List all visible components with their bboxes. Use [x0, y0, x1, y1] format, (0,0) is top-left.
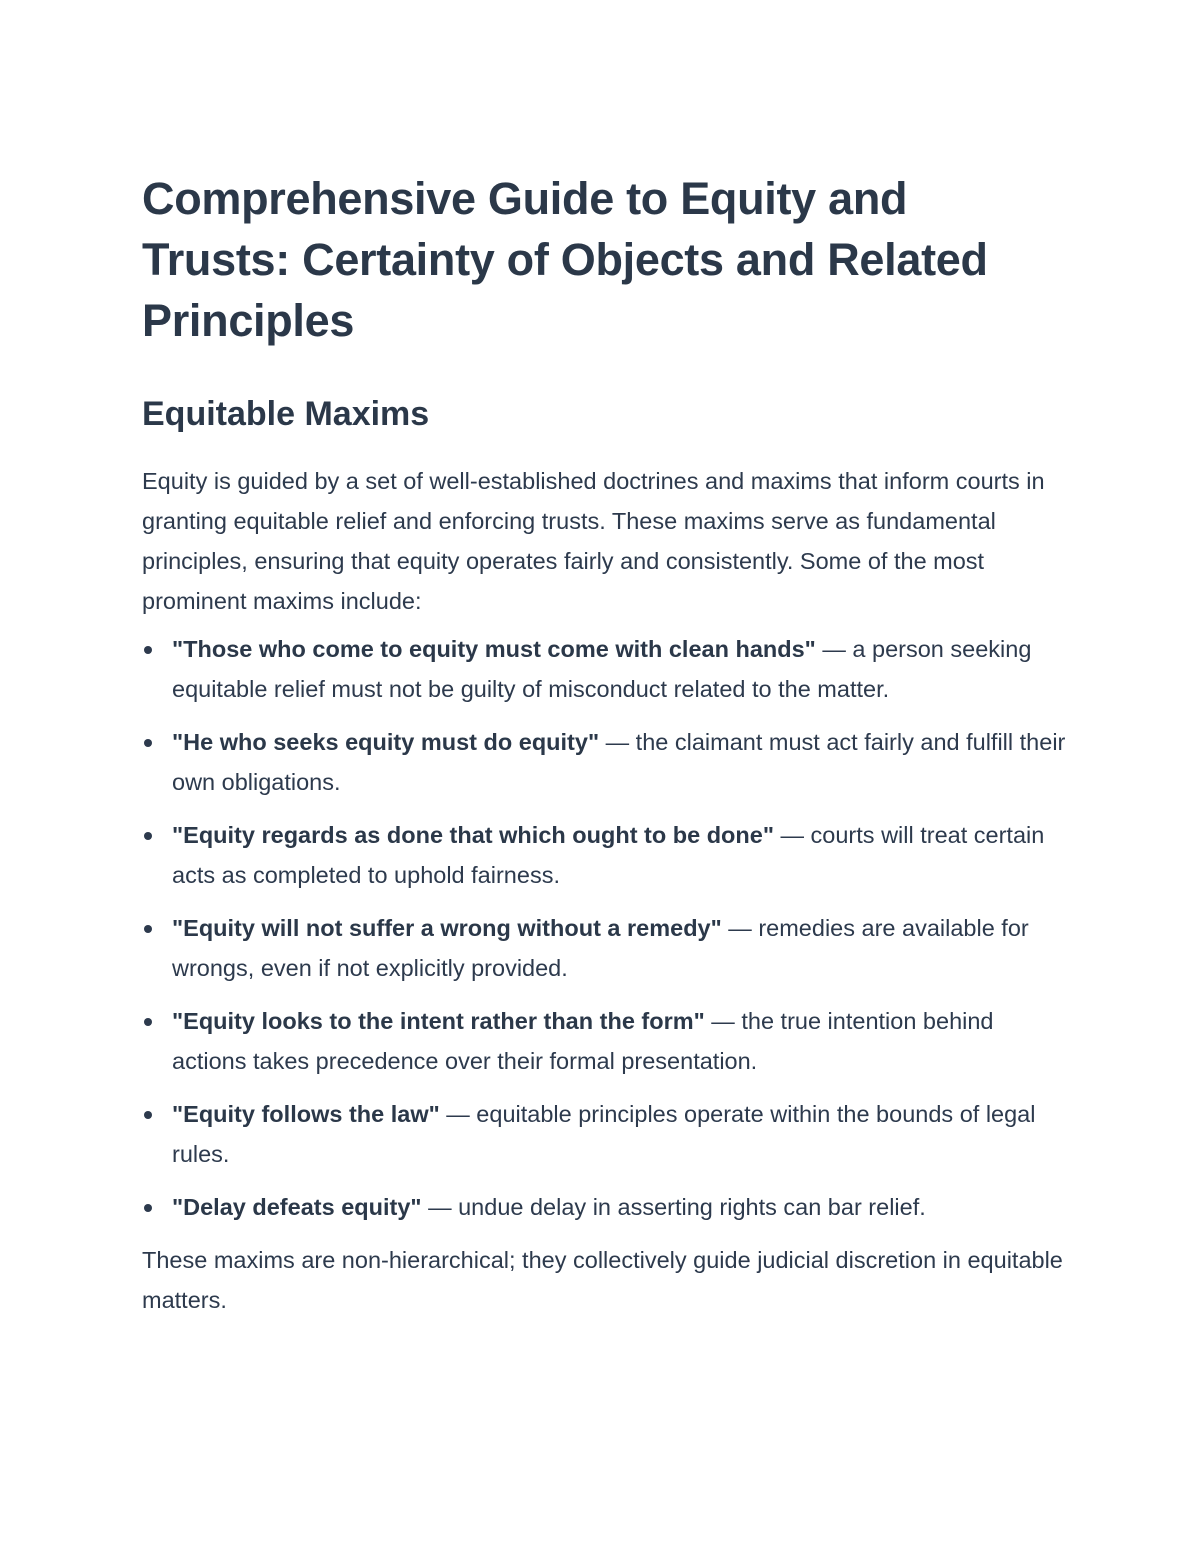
- section-heading: Equitable Maxims: [142, 395, 430, 433]
- list-item: [142, 629, 1067, 709]
- maxim-explanation: — undue delay in asserting rights can bar relief.: [421, 1194, 926, 1220]
- bullet-icon: [144, 739, 152, 747]
- list-item: [142, 1094, 1067, 1174]
- maxim-text: "Equity follows the law": [172, 1101, 440, 1127]
- maxim-text: "Those who come to equity must come with clean hands": [172, 636, 816, 662]
- bullet-icon: [144, 1111, 152, 1119]
- maxim-explanation: — the claimant must act fairly and fulfill their own obligations.: [172, 729, 1066, 795]
- list-item: [142, 722, 1067, 802]
- maxim-explanation: — equitable principles operate within the bounds of legal rules.: [172, 1101, 1036, 1167]
- maxim-text: "Equity regards as done that which ought to be done": [172, 822, 774, 848]
- maxim-explanation: — a person seeking equitable relief must not be guilty of misconduct related to the matter.: [172, 636, 1032, 702]
- intro-paragraph: Equity is guided by a set of well-established doctrines and maxims that inform courts in granting equitable relief and enforcing trusts. These maxims serve as fundamental principles, ensuring that equity operates fairly and consistently. Some of the most prominent maxims include:: [142, 468, 1045, 614]
- maxim-explanation: — remedies are available for wrongs, even if not explicitly provided.: [172, 915, 1029, 981]
- bullet-icon: [144, 1018, 152, 1026]
- document-title: Comprehensive Guide to Equity and Trusts: Certainty of Objects and Related Principles: [142, 173, 988, 346]
- document-page: [142, 168, 1067, 1320]
- bullet-icon: [144, 1204, 152, 1212]
- bullet-icon: [144, 832, 152, 840]
- maxim-text: "Delay defeats equity": [172, 1194, 422, 1220]
- list-item: [142, 1001, 1067, 1081]
- maxim-text: "He who seeks equity must do equity": [172, 729, 600, 755]
- list-item: [142, 815, 1067, 895]
- maxims-list: [142, 629, 1067, 1227]
- list-item: [142, 1187, 1067, 1227]
- maxim-text: "Equity will not suffer a wrong without a remedy": [172, 915, 722, 941]
- maxim-text: "Equity looks to the intent rather than the form": [172, 1008, 705, 1034]
- list-item: [142, 908, 1067, 988]
- maxim-explanation: — the true intention behind actions takes precedence over their formal presentation.: [172, 1008, 994, 1074]
- closing-paragraph: These maxims are non-hierarchical; they collectively guide judicial discretion in equitable matters.: [142, 1247, 1063, 1313]
- bullet-icon: [144, 925, 152, 933]
- maxim-explanation: — courts will treat certain acts as completed to uphold fairness.: [172, 822, 1045, 888]
- bullet-icon: [144, 646, 152, 654]
